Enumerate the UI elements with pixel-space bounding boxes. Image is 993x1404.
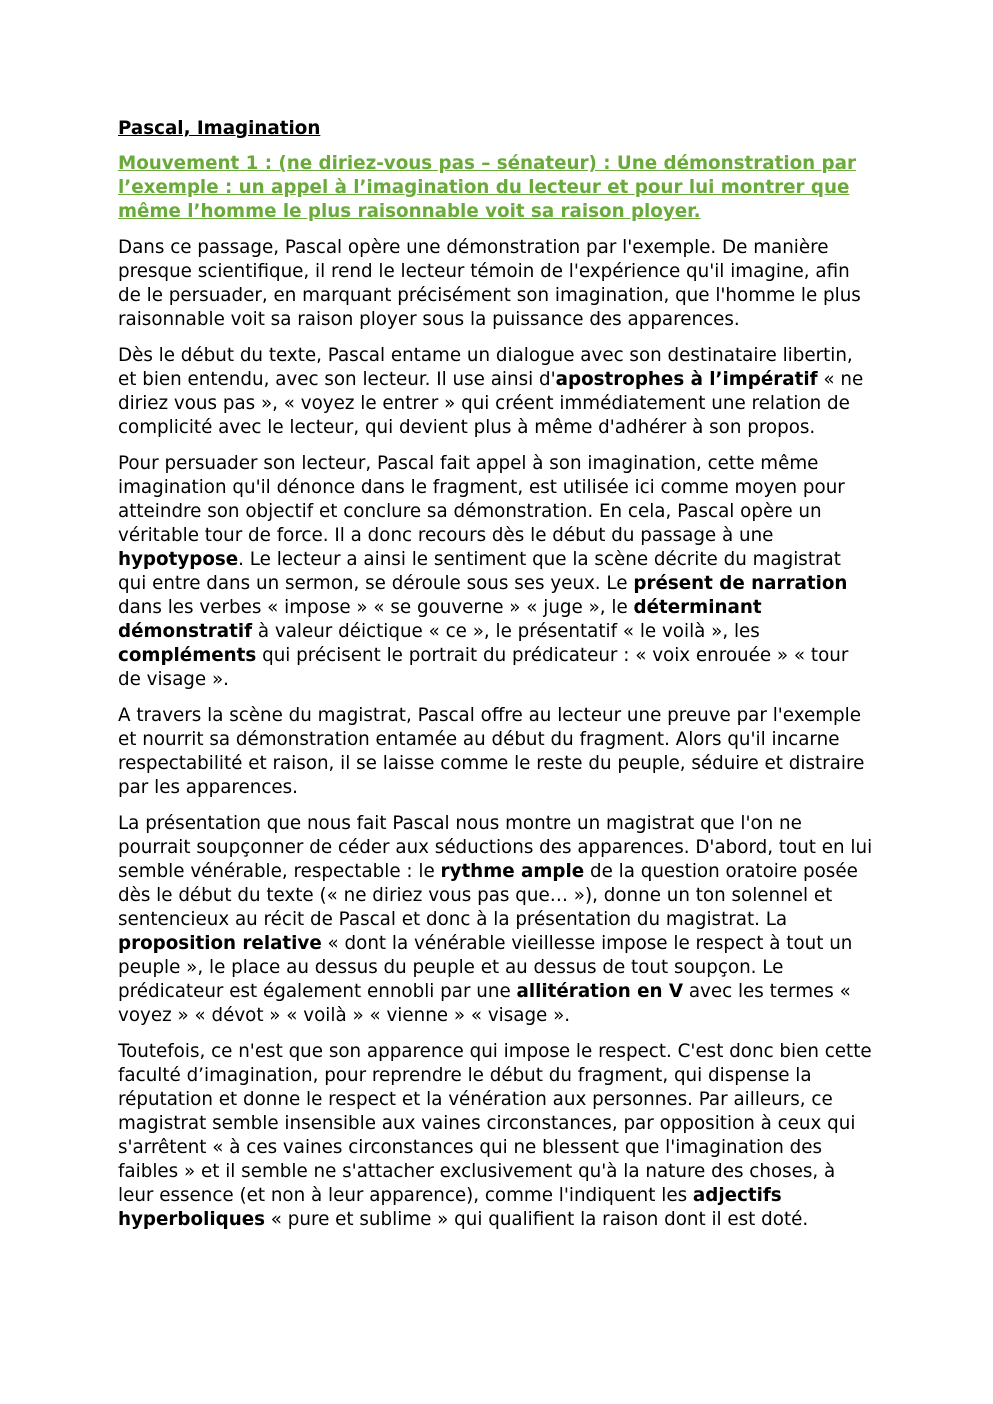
section-heading: Mouvement 1 : (ne diriez-vous pas – sénateur) : Une démonstration par l’exemple : un appel à l’imagination du lecteur et pour lui montrer que même l’homme le plus raisonnable voit sa raison ployer. [118,153,856,222]
bold-term: proposition relative [118,933,322,954]
paragraph [118,704,873,800]
bold-term: rythme ample [440,861,585,882]
bold-term: présent de narration [633,573,848,594]
paragraph [118,812,873,1028]
text-run: « pure et sublime » qui qualifient la raison dont il est doté. [265,1209,809,1230]
text-run: Pour persuader son lecteur, Pascal fait appel à son imagination, cette même imagination qu'il dénonce dans le fragment, est utilisée ici comme moyen pour atteindre son objectif et conclure sa démonstration. En cela, Pascal opère un véritable tour de force. Il a donc recours dès le début du passage à une [118,453,845,546]
text-run: La présentation que nous fait Pascal nous montre un magistrat que l'on ne pourrait soupçonner de céder aux séductions des apparences. D'abord, tout en lui semble vénérable, respectable : le [118,813,873,882]
bold-term: apostrophes à l’impératif [555,369,818,390]
text-run: à valeur déictique « ce », le présentatif « le voilà », les [252,621,760,642]
text-run: « ne diriez vous pas », « voyez le entrer » qui créent immédiatement une relation de complicité avec le lecteur, qui devient plus à même d'adhérer à son propos. [118,369,864,438]
text-run: avec les termes « voyez » « dévot » « voilà » « vienne » « visage ». [118,981,851,1026]
text-run: A travers la scène du magistrat, Pascal offre au lecteur une preuve par l'exemple et nourrit sa démonstration entamée au début du fragment. Alors qu'il incarne respectabilité et raison, il se laisse comme le reste du peuple, séduire et distraire par les apparences. [118,705,865,798]
bold-term: déterminant démonstratif [118,597,762,642]
text-run: de la question oratoire posée dès le début du texte (« ne diriez vous pas que… »), donne un ton solennel et sentencieux au récit de Pascal et donc à la présentation du magistrat. La [118,861,858,930]
document-page [118,116,873,1244]
text-run: qui précisent le portrait du prédicateur : « voix enrouée » « tour de visage ». [118,645,849,690]
text-run: Dans ce passage, Pascal opère une démonstration par l'exemple. De manière presque scientifique, il rend le lecteur témoin de l'expérience qu'il imagine, afin de le persuader, en marquant précisément son imagination, que l'homme le plus raisonnable voit sa raison ployer sous la puissance des apparences. [118,237,861,330]
bold-term: compléments [118,645,257,666]
document-body [118,236,873,1232]
text-run: Dès le début du texte, Pascal entame un dialogue avec son destinataire libertin, et bien entendu, avec son lecteur. Il use ainsi d' [118,345,853,390]
bold-term: allitération en V [516,981,684,1002]
bold-term: adjectifs hyperboliques [118,1185,782,1230]
text-run: . Le lecteur a ainsi le sentiment que la scène décrite du magistrat qui entre dans un sermon, se déroule sous ses yeux. Le [118,549,841,594]
bold-term: hypotypose [118,549,239,570]
text-run: dans les verbes « impose » « se gouverne » « juge », le [118,597,634,618]
text-run: « dont la vénérable vieillesse impose le respect à tout un peuple », le place au dessus du peuple et au dessus de tout soupçon. Le prédicateur est également ennobli par une [118,933,853,1002]
paragraph [118,452,873,692]
paragraph [118,344,873,440]
text-run: Toutefois, ce n'est que son apparence qui impose le respect. C'est donc bien cette faculté d’imagination, pour reprendre le début du fragment, qui dispense la réputation et donne le respect et la vénération aux personnes. Par ailleurs, ce magistrat semble insensible aux vaines circonstances, par opposition à ceux qui s'arrêtent « à ces vaines circonstances qui ne blessent que l'imagination des faibles » et il semble ne s'attacher exclusivement qu'à la nature des choses, à leur essence (et non à leur apparence), comme l'indiquent les [118,1041,872,1206]
paragraph [118,236,873,332]
paragraph [118,1040,873,1232]
document-title: Pascal, Imagination [118,118,321,139]
